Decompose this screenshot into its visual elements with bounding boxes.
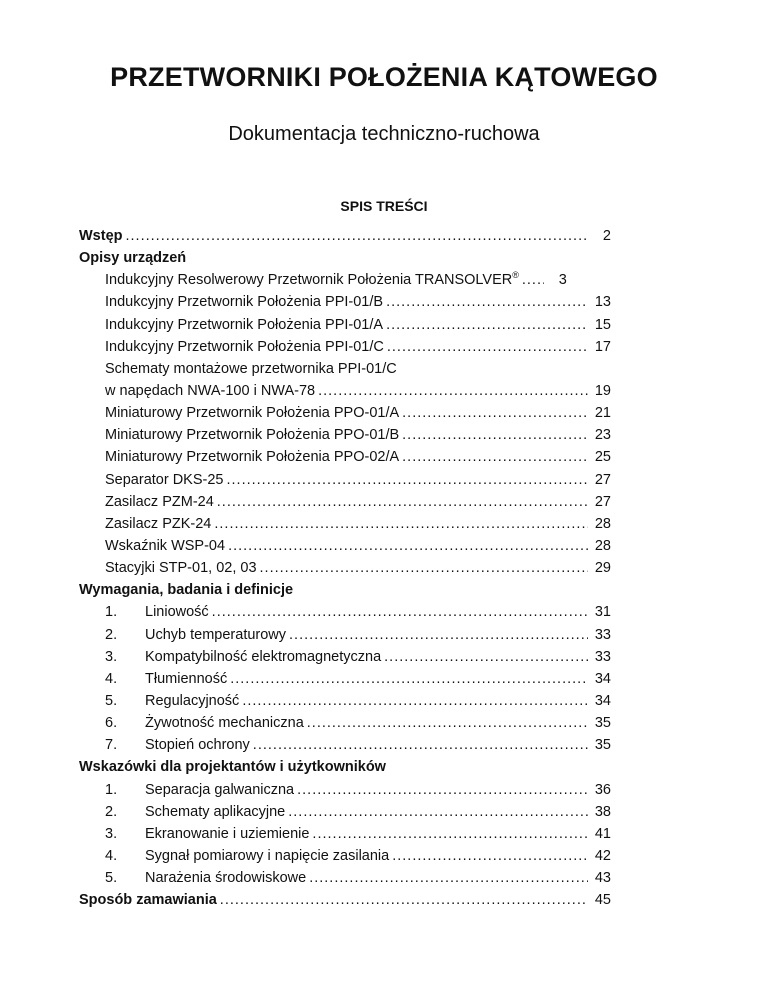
dot-leader (214, 513, 588, 535)
dot-leader (307, 712, 588, 734)
toc-page-number: 43 (594, 870, 611, 887)
toc-entry-label: Sposób zamawiania (79, 892, 217, 909)
document-subtitle: Dokumentacja techniczno-ruchowa (228, 123, 540, 145)
toc-entry[interactable] (79, 491, 611, 513)
dot-leader (212, 601, 588, 623)
toc-entry[interactable] (79, 535, 611, 557)
dot-leader (402, 446, 588, 468)
toc-section-heading: Wymagania, badania i definicje (79, 582, 294, 599)
toc-entry-continued (79, 358, 611, 380)
toc-section-heading: Opisy urządzeń (79, 250, 187, 267)
dot-leader (230, 668, 588, 690)
toc-entry[interactable] (79, 446, 611, 468)
toc-entry-label: Wstęp (79, 228, 123, 244)
toc-entry-label: Miniaturowy Przetwornik Położenia PPO-02/A (105, 449, 400, 466)
dot-leader (402, 424, 588, 446)
dot-leader (522, 269, 544, 291)
registered-mark: ® (512, 270, 519, 281)
dot-leader (386, 291, 588, 313)
toc-page-number: 35 (594, 737, 611, 754)
toc-entry-label: Schematy aplikacyjne (145, 803, 286, 820)
toc-entry[interactable] (79, 513, 611, 535)
toc-section-guidelines (79, 756, 611, 778)
toc-entry[interactable] (79, 336, 611, 358)
toc-section-heading: Wskazówki dla projektantów i użytkowników (79, 759, 386, 776)
toc-entry-number: 5. (105, 870, 118, 887)
document-title: PRZETWORNIKI POŁOŻENIA KĄTOWEGO (110, 62, 658, 92)
toc-entry[interactable] (79, 469, 611, 491)
dot-leader (242, 690, 588, 712)
toc-page-number: 17 (594, 338, 611, 355)
toc-entry-label: Miniaturowy Przetwornik Położenia PPO-01/A (105, 405, 400, 422)
toc-page-number: 21 (594, 405, 611, 422)
dot-leader (402, 402, 588, 424)
toc-entry-number: 4. (105, 670, 118, 687)
toc-page-number: 41 (594, 825, 611, 842)
dot-leader (384, 646, 588, 668)
dot-leader (386, 314, 588, 336)
dot-leader (288, 801, 588, 823)
toc-entry[interactable] (79, 646, 611, 668)
toc-entry[interactable] (79, 424, 611, 446)
toc-entry-label: Miniaturowy Przetwornik Położenia PPO-01/B (105, 427, 400, 444)
dot-leader (220, 889, 588, 911)
toc-entry-number: 4. (105, 847, 118, 864)
toc-page-number: 29 (594, 560, 611, 577)
toc-entry[interactable] (79, 867, 611, 889)
toc-entry-label: Indukcyjny Przetwornik Położenia PPI-01/B (105, 294, 384, 311)
toc-page-number: 45 (594, 892, 611, 909)
toc-entry[interactable] (79, 690, 611, 712)
dot-leader (253, 734, 588, 756)
toc-entry-label: Wskaźnik WSP-04 (105, 537, 226, 554)
toc-entry-label: Zasilacz PZM-24 (105, 493, 214, 510)
toc-page-number: 34 (594, 670, 611, 687)
toc-page-number: 34 (594, 692, 611, 709)
toc-entry-label: Żywotność mechaniczna (145, 715, 304, 732)
toc-entry-ordering[interactable] (79, 889, 611, 911)
dot-leader (392, 845, 588, 867)
toc-entry-label: Zasilacz PZK-24 (105, 515, 212, 532)
toc-entry-label: Schematy montażowe przetwornika PPI-01/C (105, 360, 397, 377)
toc-entry-label: Kompatybilność elektromagnetyczna (145, 648, 382, 665)
dot-leader (228, 535, 588, 557)
toc-entry-label: Stacyjki STP-01, 02, 03 (105, 560, 257, 577)
toc-entry[interactable] (79, 801, 611, 823)
toc-entry-label: Tłumienność (145, 670, 228, 687)
table-of-contents (79, 225, 611, 911)
dot-leader (226, 469, 588, 491)
dot-leader (297, 779, 588, 801)
toc-section-requirements (79, 579, 611, 601)
toc-page-number: 33 (594, 648, 611, 665)
toc-entry-label: Ekranowanie i uziemienie (145, 825, 310, 842)
toc-page-number: 38 (594, 803, 611, 820)
toc-entry[interactable] (79, 823, 611, 845)
toc-entry-label: Uchyb temperaturowy (145, 626, 287, 643)
toc-entry[interactable] (79, 269, 611, 291)
toc-page-number: 28 (594, 537, 611, 554)
toc-entry-label: Stopień ochrony (145, 737, 250, 754)
toc-entry[interactable] (79, 734, 611, 756)
toc-entry-intro[interactable] (79, 225, 611, 247)
toc-page-number: 2 (602, 228, 611, 244)
toc-page-number: 23 (594, 427, 611, 444)
toc-entry[interactable] (79, 314, 611, 336)
toc-entry[interactable] (79, 779, 611, 801)
dot-leader (289, 624, 588, 646)
toc-entry-number: 1. (105, 604, 118, 621)
toc-entry-number: 3. (105, 648, 118, 665)
toc-entry[interactable] (79, 668, 611, 690)
toc-entry-number: 6. (105, 715, 118, 732)
toc-page-number: 42 (594, 847, 611, 864)
toc-entry[interactable] (79, 712, 611, 734)
toc-entry-label: Separator DKS-25 (105, 471, 224, 488)
toc-page-number: 33 (594, 626, 611, 643)
toc-page-number: 25 (594, 449, 611, 466)
toc-page-number: 13 (594, 294, 611, 311)
toc-entry[interactable] (79, 402, 611, 424)
dot-leader (312, 823, 588, 845)
toc-entry-number: 3. (105, 825, 118, 842)
toc-entry-number: 2. (105, 626, 118, 643)
toc-entry[interactable] (79, 557, 611, 579)
toc-entry-number: 2. (105, 803, 118, 820)
toc-entry-label: Indukcyjny Przetwornik Położenia PPI-01/A (105, 316, 384, 333)
toc-entry-number: 5. (105, 692, 118, 709)
toc-page-number: 27 (594, 493, 611, 510)
toc-entry-label: Indukcyjny Przetwornik Położenia PPI-01/C (105, 338, 384, 355)
toc-page-number: 36 (594, 781, 611, 798)
dot-leader (126, 225, 589, 247)
toc-entry[interactable] (79, 380, 611, 402)
toc-page-number: 15 (594, 316, 611, 333)
toc-entry[interactable] (79, 291, 611, 313)
toc-entry-label: Narażenia środowiskowe (145, 870, 307, 887)
toc-page-number: 31 (594, 604, 611, 621)
toc-page-number: 35 (594, 715, 611, 732)
toc-entry-label: Regulacyjność (145, 692, 240, 709)
toc-entry-label: w napędach NWA-100 i NWA-78 (105, 382, 316, 399)
toc-entry-label: Separacja galwaniczna (145, 781, 295, 798)
dot-leader (217, 491, 588, 513)
toc-page-number: 27 (594, 471, 611, 488)
toc-page-number: 28 (594, 515, 611, 532)
toc-entry[interactable] (79, 624, 611, 646)
toc-page-number: 19 (594, 382, 611, 399)
toc-entry-number: 1. (105, 781, 118, 798)
toc-entry-label: Indukcyjny Resolwerowy Przetwornik Położenia TRANSOLVER® (105, 270, 519, 289)
toc-page-number: 3 (558, 272, 567, 289)
dot-leader (260, 557, 588, 579)
toc-entry[interactable] (79, 601, 611, 623)
toc-heading: SPIS TREŚCI (340, 198, 428, 214)
toc-entry-number: 7. (105, 737, 118, 754)
toc-section-devices (79, 247, 611, 269)
dot-leader (318, 380, 588, 402)
dot-leader (309, 867, 588, 889)
toc-entry[interactable] (79, 845, 611, 867)
dot-leader (387, 336, 588, 358)
toc-entry-label: Sygnał pomiarowy i napięcie zasilania (145, 847, 390, 864)
toc-entry-label: Liniowość (145, 604, 209, 621)
